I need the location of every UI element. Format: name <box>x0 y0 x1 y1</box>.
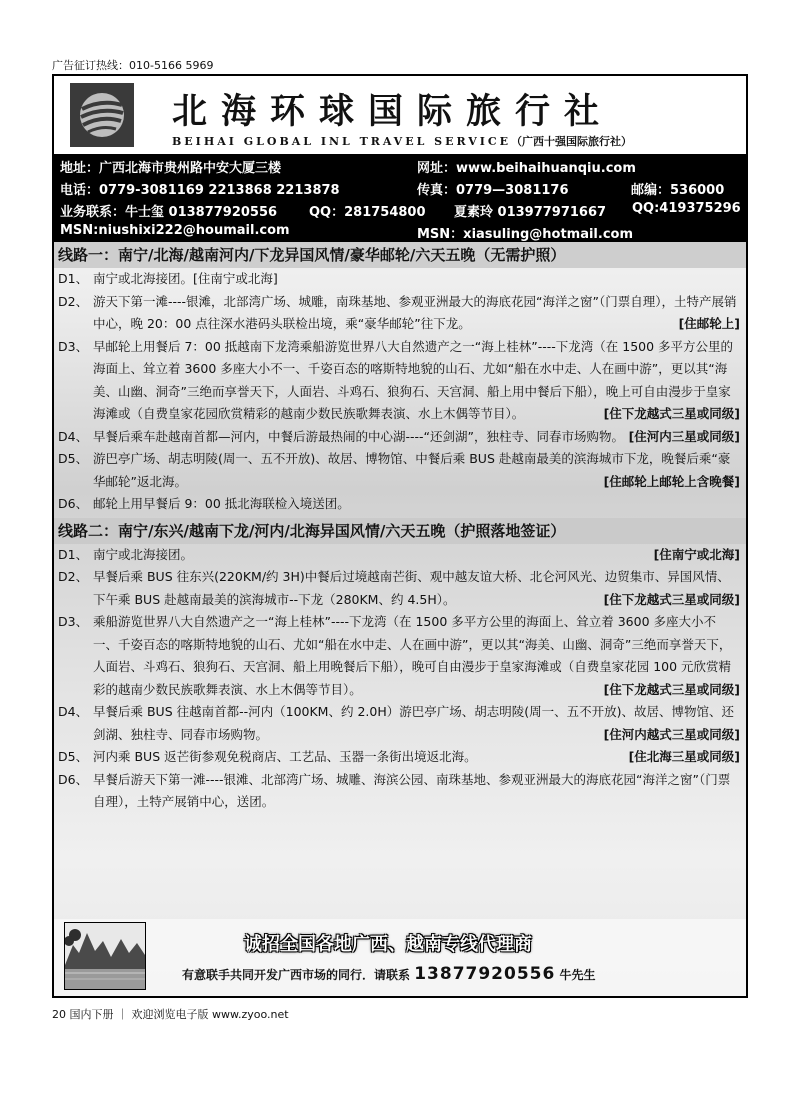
day-item <box>54 769 746 814</box>
recruit-contact <box>182 964 596 984</box>
day-text: 乘船游览世界八大自然遗产之一“海上桂林”----下龙湾（在 1500 多平方公里的海面上、耸立着 3600 多座大小不一、千姿百态的喀斯特地貌的山石、尤如“船在水中走、人在画中游”，更以其“海美、山幽、洞奇”三绝而享誉天下，人面岩、斗鸡石、狼狗石、天宫洞、船上用晚餐后下船），晚可自由漫步于皇家海滩或（自费皇家花园 100 元欣赏精彩的越南少数民族歌舞表演、水上木偶等节目）。 <box>93 614 732 697</box>
day-item <box>54 544 746 567</box>
day-label: D5、 <box>58 451 89 466</box>
day-item <box>54 268 746 291</box>
day-label: D1、 <box>58 546 89 562</box>
accommodation-tag: [住邮轮上] <box>678 316 740 331</box>
day-item <box>54 493 746 516</box>
day-text: 河内乘 BUS 返芒街参观免税商店、工艺品、玉器一条街出境返北海。 <box>93 749 477 764</box>
accommodation-tag: [住邮轮上邮轮上含晚餐] <box>603 473 740 489</box>
day-item <box>54 566 746 611</box>
recruit-slogan: 诚招全国各地广西、越南专线代理商 <box>244 934 532 955</box>
day-text: 邮轮上用早餐后 9：00 抵北海联检入境送团。 <box>93 496 350 511</box>
day-item <box>54 448 746 493</box>
page-footer: 20 国内下册 ｜ 欢迎浏览电子版 www.zyoo.net <box>52 1008 289 1021</box>
company-header <box>54 76 746 154</box>
day-text: 早餐后乘车赴越南首都—河内，中餐后游最热闹的中心湖----“还剑湖”，独柱寺、同春市场购物。 <box>93 428 624 444</box>
day-text: 南宁或北海接团。[住南宁或北海] <box>93 271 278 286</box>
ad-frame <box>52 74 748 998</box>
business-contact: 业务联系：牛士玺 013877920556 <box>60 205 278 220</box>
company-name-en-text: BEIHAI GLOBAL INL TRAVEL SERVICE <box>172 135 512 148</box>
day-label: D5、 <box>58 749 89 764</box>
route-1-title: 线路一：南宁/北海/越南河内/下龙异国风情/豪华邮轮/六天五晚（无需护照） <box>54 242 746 268</box>
website: 网址：www.beihaihuanqiu.com <box>417 161 636 176</box>
company-rank: （广西十强国际旅行社） <box>511 135 633 148</box>
day-text: 游巴亭广场、胡志明陵(周一、五不开放)、故居、博物馆、中餐后乘 BUS 赴越南最美的滨海城市下龙，晚餐后乘“豪华邮轮”返北海。 <box>93 451 731 489</box>
day-label: D4、 <box>58 704 89 719</box>
route-1-days <box>54 268 746 516</box>
postcode: 邮编：536000 <box>631 183 725 198</box>
day-item <box>54 336 746 426</box>
contact-person-2: 夏素玲 013977971667 <box>454 205 607 220</box>
route-2-days <box>54 544 746 814</box>
recruit-person: 牛先生 <box>559 968 596 982</box>
accommodation-tag: [住北海三星或同级] <box>628 749 740 764</box>
day-item <box>54 746 746 769</box>
msn-1: MSN:niushixi222@houmail.com <box>60 223 290 238</box>
accommodation-tag: [住下龙越式三星或同级] <box>603 591 740 607</box>
day-item <box>54 701 746 746</box>
day-text: 游天下第一滩----银滩，北部湾广场、城雕，南珠基地、参观亚洲最大的海底花园“海洋之窗”（门票自理），土特产展销中心，晚 20：00 点往深水港码头联检出境，乘“豪华邮轮”往下龙。 <box>93 293 737 331</box>
accommodation-tag: [住南宁或北海] <box>653 546 740 562</box>
ad-hotline: 广告征订热线：010-5166 5969 <box>52 59 214 72</box>
day-label: D3、 <box>58 614 89 629</box>
day-label: D3、 <box>58 338 89 354</box>
day-item <box>54 611 746 701</box>
day-label: D4、 <box>58 428 89 444</box>
company-name-cn: 北海环球国际旅行社 <box>172 92 614 132</box>
day-item <box>54 291 746 336</box>
recruit-contact-text: 有意联手共同开发广西市场的同行．请联系 <box>182 968 411 982</box>
address: 地址：广西北海市贵州路中安大厦三楼 <box>60 161 282 176</box>
contact-block <box>54 154 746 242</box>
recruit-phone: 13877920556 <box>414 964 556 984</box>
fax: 传真：0779—3081176 <box>417 183 569 198</box>
agent-recruit-strip <box>54 919 746 996</box>
msn-2: MSN：xiasuling@hotmail.com <box>417 227 634 242</box>
accommodation-tag: [住下龙越式三星或同级] <box>603 406 740 421</box>
qq-1: QQ：281754800 <box>309 205 426 220</box>
day-item <box>54 426 746 449</box>
phone: 电话：0779-3081169 2213868 2213878 <box>60 183 340 198</box>
day-label: D6、 <box>58 771 89 787</box>
accommodation-tag: [住下龙越式三星或同级] <box>603 681 740 697</box>
scenery-photo <box>64 922 146 990</box>
day-label: D2、 <box>58 569 89 584</box>
day-text: 早餐后乘 BUS 往越南首都--河内（100KM、约 2.0H）游巴亭广场、胡志明陵(周一、五不开放)、故居、博物馆、还剑湖、独柱寺、同春市场购物。 <box>93 704 734 742</box>
day-text: 早餐后游天下第一滩----银滩、北部湾广场、城雕、海滨公园、南珠基地、参观亚洲最大的海底花园“海洋之窗”（门票自理），土特产展销中心，送团。 <box>93 771 731 809</box>
globe-logo-icon <box>70 83 134 147</box>
route-2-title: 线路二：南宁/东兴/越南下龙/河内/北海异国风情/六天五晚（护照落地签证） <box>54 518 746 544</box>
day-text: 早邮轮上用餐后 7：00 抵越南下龙湾乘船游览世界八大自然遗产之一“海上桂林”----下龙湾（在 1500 多平方公里的海面上、耸立着 3600 多座大小不一、千姿百态的喀斯特地貌的山石、尤如“船在水中走、人在画中游”，更以其“海美、山幽、洞奇”三绝而享誉天下，人面岩、斗鸡石、狼狗石、天宫洞、船上用中餐后下船），晚上可自由漫步于皇家海滩或（自费皇家花园欣赏精彩的越南少数民族歌舞表演、水上木偶等节目）。 <box>93 338 734 421</box>
accommodation-tag: [住河内越式三星或同级] <box>603 726 740 742</box>
day-text: 早餐后乘 BUS 往东兴(220KM/约 3H)中餐后过境越南芒街、观中越友谊大桥、北仑河风光、边贸集市、异国风情、下午乘 BUS 赴越南最美的滨海城市--下龙（280KM、约 4.5H）。 <box>93 569 730 607</box>
qq-2: QQ:419375296 <box>632 201 741 216</box>
day-label: D1、 <box>58 271 89 286</box>
company-name-en <box>172 133 632 149</box>
accommodation-tag: [住河内三星或同级] <box>628 428 740 444</box>
itinerary-body <box>54 242 746 814</box>
day-text: 南宁或北海接团。 <box>93 546 194 562</box>
day-label: D6、 <box>58 496 89 511</box>
day-label: D2、 <box>58 293 89 309</box>
